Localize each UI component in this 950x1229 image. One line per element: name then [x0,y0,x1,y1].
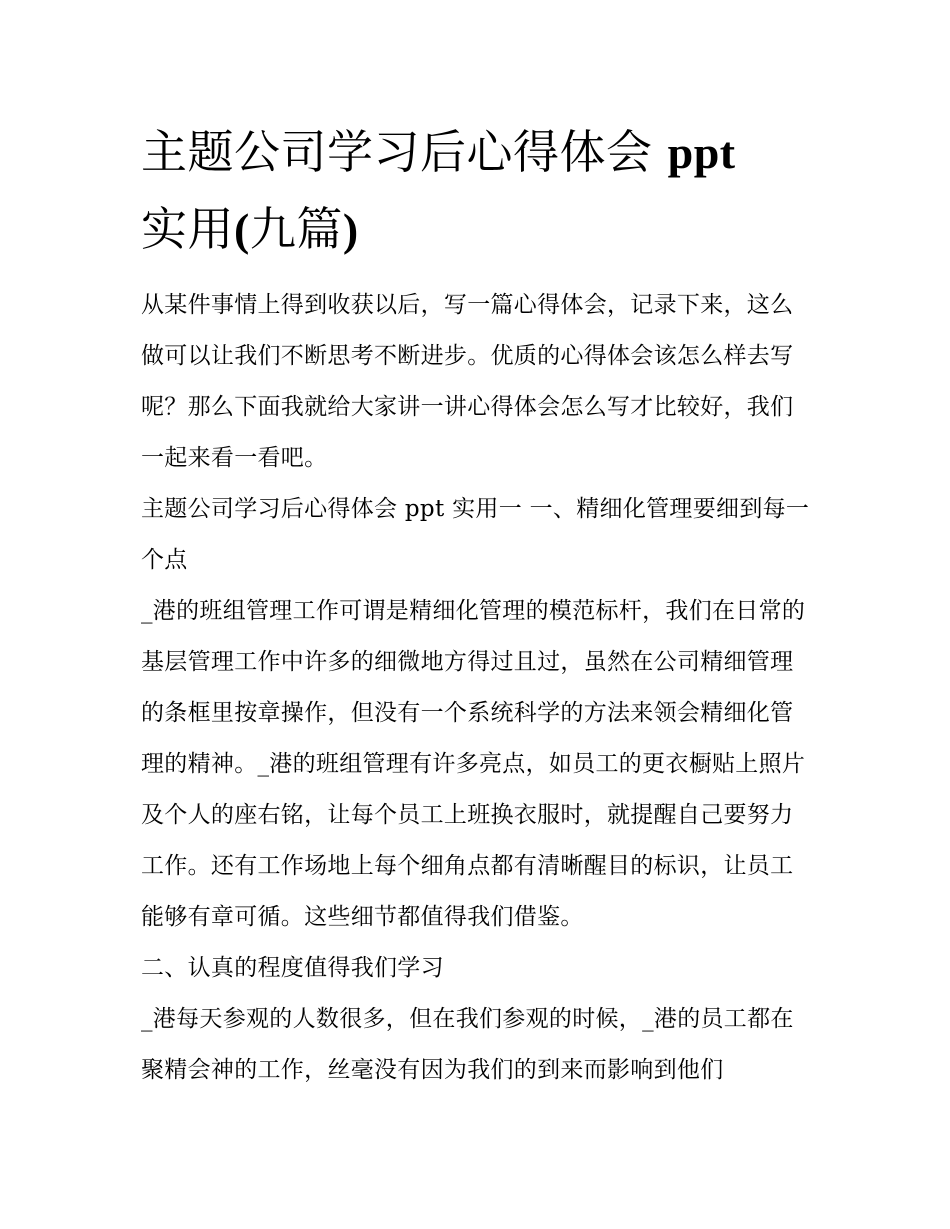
title-close-paren: ) [342,204,359,255]
document-body [141,114,813,1096]
title-line2-chinese-b: 九篇 [249,202,343,256]
body-paragraph-1: _港的班组管理工作可谓是精细化管理的模范标杆，我们在日常的基层管理工作中许多的细微地方得过且过，虽然在公司精细管理的条框里按章操作，但没有一个系统科学的方法来领会精细化管理的精神。_港的班组管理有许多亮点，如员工的更衣橱贴上照片及个人的座右铭，让每个员工上班换衣服时，就提醒自己要努力工作。还有工作场地上每个细角点都有清晰醒目的标识，让员工能够有章可循。这些细节都值得我们借鉴。 [141,598,806,930]
title-open-paren: ( [234,204,250,255]
title-line2-chinese: 实用 [141,202,234,256]
title-line1-chinese: 主题公司学习后心得体会 [141,125,653,179]
document-title [141,114,813,268]
section-heading-1: 主题公司学习后心得体会 ppt 实用一 一、精细化管理要细到每一个点 [141,496,810,573]
body-paragraph-2: _港每天参观的人数很多，但在我们参观的时候，_港的员工都在聚精会神的工作，丝毫没有因为我们的到来而影响到他们 [141,1006,794,1083]
title-line1-latin: ppt [667,127,736,178]
section-heading-2: 二、认真的程度值得我们学习 [141,955,444,981]
intro-paragraph: 从某件事情上得到收获以后，写一篇心得体会，记录下来，这么做可以让我们不断思考不断进步。优质的心得体会该怎么样去写呢？那么下面我就给大家讲一讲心得体会怎么写才比较好，我们一起来看一看吧。 [141,292,794,471]
